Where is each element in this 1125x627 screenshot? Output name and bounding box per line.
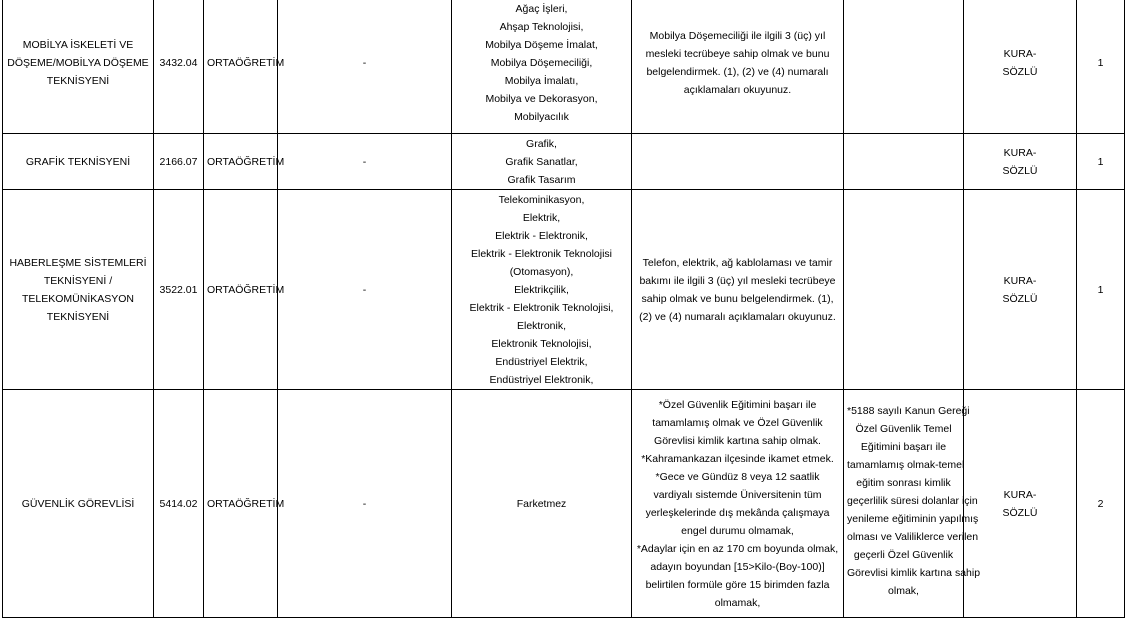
- position-code: 3522.01: [154, 190, 204, 390]
- table-row: [3, 0, 1125, 134]
- requirements-cell: Mobilya Döşemeciliği ile ilgili 3 (üç) yıl mesleki tecrübeye sahip olmak ve bunu belgelendirmek. (1), (2) ve (4) numaralı açıklamaları okuyunuz.: [632, 0, 844, 134]
- dash-cell: -: [278, 134, 452, 190]
- position-count: 1: [1077, 134, 1125, 190]
- position-count: 1: [1077, 190, 1125, 390]
- requirements-cell: [632, 134, 844, 190]
- selection-method: KURA- SÖZLÜ: [964, 134, 1077, 190]
- table-row: [3, 390, 1125, 618]
- selection-method: KURA- SÖZLÜ: [964, 0, 1077, 134]
- education-level: ORTAÖĞRETİM: [204, 0, 278, 134]
- position-title: GÜVENLİK GÖREVLİSİ: [3, 390, 154, 618]
- education-level: ORTAÖĞRETİM: [204, 390, 278, 618]
- other-requirements-cell: [844, 190, 964, 390]
- programs-cell: Telekominikasyon, Elektrik, Elektrik - Elektronik, Elektrik - Elektronik Teknolojisi (Otomasyon), Elektrikçilik, Elektrik - Elektronik Teknolojisi, Elektronik, Elektronik Teknolojisi, Endüstriyel Elektrik, Endüstriyel Elektronik,: [452, 190, 632, 390]
- position-code: 2166.07: [154, 134, 204, 190]
- dash-cell: -: [278, 390, 452, 618]
- position-title: GRAFİK TEKNİSYENİ: [3, 134, 154, 190]
- education-level: ORTAÖĞRETİM: [204, 134, 278, 190]
- position-count: 1: [1077, 0, 1125, 134]
- requirements-cell: Telefon, elektrik, ağ kablolaması ve tamir bakımı ile ilgili 3 (üç) yıl mesleki tecrübeye sahip olmak ve bunu belgelendirmek. (1), (2) ve (4) numaralı açıklamaları okuyunuz.: [632, 190, 844, 390]
- other-requirements-cell: [844, 0, 964, 134]
- education-level: ORTAÖĞRETİM: [204, 190, 278, 390]
- programs-cell: Ağaç İşleri, Ahşap Teknolojisi, Mobilya Döşeme İmalat, Mobilya Döşemeciliği, Mobilya İmalatı, Mobilya ve Dekorasyon, Mobilyacılık: [452, 0, 632, 134]
- selection-method: KURA- SÖZLÜ: [964, 390, 1077, 618]
- position-code: 5414.02: [154, 390, 204, 618]
- table-row: [3, 134, 1125, 190]
- requirements-cell: *Özel Güvenlik Eğitimini başarı ile tamamlamış olmak ve Özel Güvenlik Görevlisi kimlik kartına sahip olmak. *Kahramankazan ilçesinde ikamet etmek. *Gece ve Gündüz 8 veya 12 saatlik vardiyalı sistemde Üniversitenin tüm yerleşkelerinde dış mekânda çalışmaya engel durumu olmamak, *Adaylar için en az 170 cm boyunda olmak, adayın boyundan [15>Kilo-(Boy-100)] belirtilen formüle göre 15 birimden fazla olmamak,: [632, 390, 844, 618]
- position-count: 2: [1077, 390, 1125, 618]
- dash-cell: -: [278, 190, 452, 390]
- position-title: HABERLEŞME SİSTEMLERİ TEKNİSYENİ / TELEKOMÜNİKASYON TEKNİSYENİ: [3, 190, 154, 390]
- other-requirements-cell: *5188 sayılı Kanun Gereği Özel Güvenlik Temel Eğitimini başarı ile tamamlamış olmak-temel eğitim sonrası kimlik geçerlilik süresi dolanlar için yenileme eğitiminin yapılmış olması ve Valiliklerce verilen geçerli Özel Güvenlik Görevlisi kimlik kartına sahip olmak,: [844, 390, 964, 618]
- position-title: MOBİLYA İSKELETİ VE DÖŞEME/MOBİLYA DÖŞEME TEKNİSYENİ: [3, 0, 154, 134]
- table-row: [3, 190, 1125, 390]
- selection-method: KURA- SÖZLÜ: [964, 190, 1077, 390]
- dash-cell: -: [278, 0, 452, 134]
- programs-cell: Farketmez: [452, 390, 632, 618]
- positions-table: [2, 0, 1125, 618]
- programs-cell: Grafik, Grafik Sanatlar, Grafik Tasarım: [452, 134, 632, 190]
- other-requirements-cell: [844, 134, 964, 190]
- position-code: 3432.04: [154, 0, 204, 134]
